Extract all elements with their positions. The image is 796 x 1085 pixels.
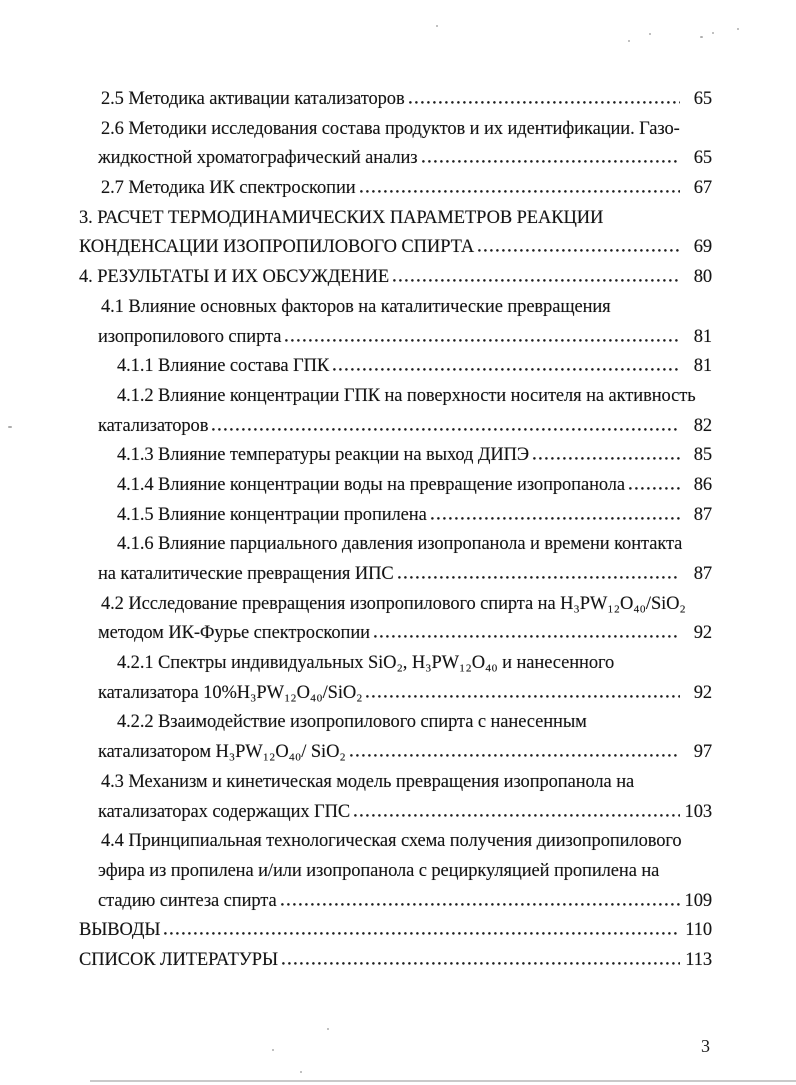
toc-line (0, 293, 796, 323)
toc-line (0, 144, 796, 174)
toc-line (0, 768, 796, 798)
dot-leader (333, 368, 680, 371)
toc-line-text: 4.1 Влияние основных факторов на каталитические превращения (101, 296, 611, 317)
toc-entry (0, 649, 796, 708)
toc-line-text: 4.1.4 Влияние концентрации воды на превращение изопропанола (117, 474, 626, 495)
dot-leader (478, 249, 680, 252)
toc-line-text: катализаторов (98, 415, 209, 436)
toc-line (0, 798, 796, 828)
toc-line (0, 412, 796, 442)
toc-line-text: жидкостной хроматографический анализ (98, 148, 418, 169)
dot-leader (164, 932, 680, 935)
toc-line (0, 115, 796, 145)
toc-page-number: 81 (693, 356, 712, 377)
toc-line-text: 4.3 Механизм и кинетическая модель превращения изопропанола на (101, 771, 635, 792)
toc-line-text: 3. РАСЧЕТ ТЕРМОДИНАМИЧЕСКИХ ПАРАМЕТРОВ РЕАКЦИИ (79, 207, 604, 228)
toc-entry (0, 590, 796, 649)
toc-line (0, 679, 796, 709)
toc (0, 85, 796, 976)
dot-leader (282, 962, 680, 965)
toc-line-text: СПИСОК ЛИТЕРАТУРЫ (79, 949, 279, 970)
toc-line-text: катализатора 10%H₃PW₁₂O₄₀/SiO₂ (98, 682, 363, 703)
toc-page-number: 87 (693, 564, 712, 584)
toc-entry (0, 946, 796, 976)
toc-page-number: 80 (693, 267, 712, 288)
dot-leader (533, 457, 680, 460)
dot-leader (629, 487, 680, 490)
toc-line-text: 2.6 Методики исследования состава продуктов и их идентификации. Газо- (101, 118, 680, 139)
toc-line (0, 85, 796, 115)
toc-line (0, 738, 796, 768)
toc-line (0, 233, 796, 263)
toc-line-text: ВЫВОДЫ (79, 920, 161, 941)
toc-line (0, 441, 796, 471)
toc-line (0, 590, 796, 620)
toc-line (0, 946, 796, 976)
scan-speck (436, 25, 438, 27)
scan-edge-line (90, 1080, 796, 1082)
toc-entry (0, 708, 796, 767)
toc-page-number: 67 (693, 178, 712, 199)
toc-line-text: катализатором H₃PW₁₂O₄₀/ SiO₂ (98, 742, 346, 763)
toc-entry (0, 382, 796, 441)
toc-entry (0, 768, 796, 827)
toc-line (0, 530, 796, 560)
toc-line-text: стадию синтеза спирта (98, 890, 277, 911)
toc-line (0, 827, 796, 857)
dot-leader (393, 279, 680, 282)
toc-line-text: 4.1.5 Влияние концентрации пропилена (117, 504, 427, 525)
toc-line (0, 916, 796, 946)
toc-line-text: 4.1.6 Влияние парциального давления изопропанола и времени контакта (117, 534, 683, 555)
dot-leader (360, 190, 680, 193)
toc-line (0, 471, 796, 501)
toc-line-text: 4.2 Исследование превращения изопропилового спирта на H₃PW₁₂O₄₀/SiO₂ (101, 593, 686, 614)
dot-leader (422, 160, 681, 163)
dot-leader (212, 428, 680, 431)
dot-leader (281, 903, 680, 906)
toc-entry (0, 204, 796, 263)
toc-entry (0, 530, 796, 589)
toc-line-text: 4.2.2 Взаимодействие изопропилового спирта с нанесенным (117, 712, 587, 733)
toc-line (0, 708, 796, 738)
toc-line-text: на каталитические превращения ИПС (98, 564, 394, 584)
toc-line (0, 352, 796, 382)
toc-line-text: 2.7 Методика ИК спектроскопии (101, 178, 356, 199)
toc-line-text: 4. РЕЗУЛЬТАТЫ И ИХ ОБСУЖДЕНИЕ (79, 267, 390, 288)
toc-line-text: методом ИК-Фурье спектроскопии (98, 623, 370, 644)
toc-entry (0, 827, 796, 916)
toc-line-text: катализаторах содержащих ГПС (98, 801, 351, 822)
toc-line-text: 4.4 Принципиальная технологическая схема получения диизопропилового (101, 831, 682, 852)
toc-line (0, 649, 796, 679)
toc-line-text: 2.5 Методика активации катализаторов (101, 89, 405, 109)
toc-entry (0, 263, 796, 293)
toc-line (0, 857, 796, 887)
toc-entry (0, 471, 796, 501)
scan-speck (712, 32, 714, 34)
toc-page-number: 65 (693, 89, 712, 109)
scan-speck (327, 1028, 329, 1030)
toc-line (0, 619, 796, 649)
dot-leader (398, 576, 680, 579)
toc-page-number: 65 (693, 148, 712, 169)
toc-line-text: КОНДЕНСАЦИИ ИЗОПРОПИЛОВОГО СПИРТА (79, 237, 475, 258)
dot-leader (350, 754, 680, 757)
dot-leader (409, 101, 680, 104)
toc-page-number: 82 (693, 415, 712, 436)
scan-speck (628, 40, 630, 42)
toc-entry (0, 293, 796, 352)
toc-page-number: 86 (693, 474, 712, 495)
toc-page-number: 103 (684, 801, 712, 822)
scan-speck (737, 28, 739, 30)
toc-line (0, 174, 796, 204)
toc-line (0, 204, 796, 234)
toc-line (0, 501, 796, 531)
toc-line-text: 4.1.1 Влияние состава ГПК (117, 356, 330, 377)
toc-line (0, 323, 796, 353)
toc-line-text: эфира из пропилена и/или изопропанола с рециркуляцией пропилена на (98, 860, 660, 881)
toc-page-number: 69 (693, 237, 712, 258)
dot-leader (285, 339, 680, 342)
toc-line-text: 4.1.3 Влияние температуры реакции на выход ДИПЭ (117, 445, 530, 466)
toc-page-number: 81 (693, 326, 712, 347)
toc-entry (0, 441, 796, 471)
scan-speck (700, 36, 703, 38)
scan-speck (272, 1049, 274, 1051)
dot-leader (431, 517, 680, 520)
toc-page-number: 87 (693, 504, 712, 525)
toc-entry (0, 501, 796, 531)
toc-entry (0, 916, 796, 946)
toc-page-number: 85 (693, 445, 712, 466)
toc-line-text: 4.2.1 Спектры индивидуальных SiO₂, H₃PW₁₂O₄₀ и нанесенного (117, 653, 615, 674)
toc-entry (0, 352, 796, 382)
page-number: 3 (701, 1036, 710, 1056)
toc-page-number: 110 (685, 920, 712, 941)
toc-entry (0, 115, 796, 174)
toc-entry (0, 85, 796, 115)
toc-line-text: изопропилового спирта (98, 326, 282, 347)
toc-line-text: 4.1.2 Влияние концентрации ГПК на поверхности носителя на активность (117, 385, 696, 406)
toc-page-number: 97 (693, 742, 712, 763)
toc-page-number: 92 (693, 623, 712, 644)
toc-line (0, 887, 796, 917)
toc-entry (0, 174, 796, 204)
toc-page-number: 92 (693, 682, 712, 703)
dot-leader (366, 695, 680, 698)
toc-page-number: 113 (685, 949, 712, 970)
scan-speck (649, 33, 651, 35)
toc-line (0, 263, 796, 293)
dot-leader (354, 814, 680, 817)
toc-page-number: 109 (684, 890, 712, 911)
scan-speck (8, 426, 12, 428)
toc-line (0, 560, 796, 590)
scan-speck (300, 1071, 302, 1073)
toc-line (0, 382, 796, 412)
dot-leader (374, 635, 680, 638)
